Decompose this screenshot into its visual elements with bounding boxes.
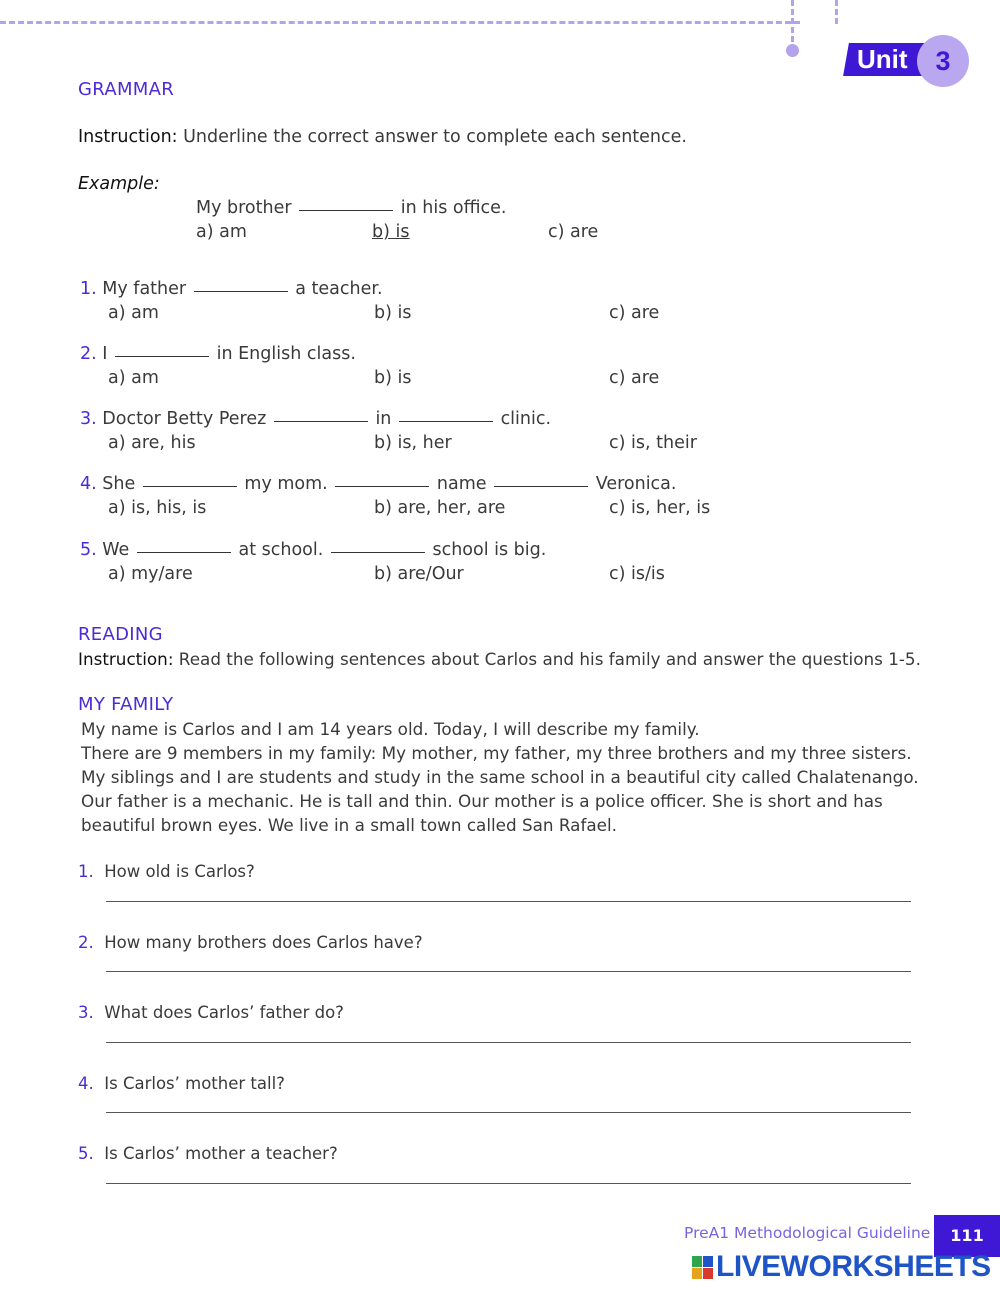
item-2-option-b[interactable]: b) is	[374, 368, 412, 388]
item-text: name	[436, 474, 487, 494]
example-text-before: My brother	[196, 198, 292, 218]
story-line: My siblings and I are students and study in the same school in a beautiful city called Chalatenango.	[81, 767, 919, 787]
item-4-option-c[interactable]: c) is, her, is	[609, 498, 711, 518]
example-option-a: a) am	[196, 222, 247, 242]
dashed-connector	[791, 0, 794, 42]
answer-blank	[299, 210, 393, 211]
item-text: in English class.	[216, 344, 356, 364]
answer-blank[interactable]	[137, 552, 231, 553]
item-1-option-a[interactable]: a) am	[108, 303, 159, 323]
story-title: MY FAMILY	[78, 694, 174, 715]
question-4	[78, 1072, 285, 1096]
item-text: Veronica.	[595, 474, 677, 494]
grammar-item-1	[80, 277, 383, 301]
story-line: There are 9 members in my family: My mother, my father, my three brothers and my three sisters.	[81, 743, 912, 763]
example-option-b-underlined: b) is	[372, 222, 410, 242]
item-text: in	[375, 409, 392, 429]
item-3-option-c[interactable]: c) is, their	[609, 433, 697, 453]
question-text: How many brothers does Carlos have?	[104, 933, 423, 952]
answer-line-4[interactable]	[106, 1112, 911, 1113]
dashed-connector-right	[835, 0, 838, 24]
question-3	[78, 1001, 344, 1025]
reading-instruction	[78, 647, 921, 671]
answer-line-3[interactable]	[106, 1042, 911, 1043]
reading-heading: READING	[78, 624, 163, 645]
question-text: Is Carlos’ mother a teacher?	[104, 1144, 338, 1163]
guide-title: PreA1 Methodological Guideline	[684, 1224, 931, 1242]
item-text: I	[102, 344, 108, 364]
answer-blank[interactable]	[335, 486, 429, 487]
question-2	[78, 931, 423, 955]
item-number: 4.	[80, 474, 97, 494]
answer-blank[interactable]	[194, 291, 288, 292]
story-line: beautiful brown eyes. We live in a small town called San Rafael.	[81, 815, 617, 835]
instruction-label: Instruction:	[78, 127, 178, 147]
answer-line-5[interactable]	[106, 1183, 911, 1184]
question-text: How old is Carlos?	[104, 862, 255, 881]
unit-label: Unit	[857, 44, 908, 74]
example-sentence	[196, 196, 506, 220]
item-text: She	[102, 474, 136, 494]
item-2-option-a[interactable]: a) am	[108, 368, 159, 388]
unit-number-badge: 3	[917, 35, 969, 87]
item-1-option-b[interactable]: b) is	[374, 303, 412, 323]
connector-dot	[786, 44, 799, 57]
story-line: Our father is a mechanic. He is tall and thin. Our mother is a police officer. She is short and has	[81, 791, 883, 811]
answer-blank[interactable]	[331, 552, 425, 553]
grammar-item-3	[80, 407, 551, 431]
question-text: What does Carlos’ father do?	[104, 1003, 344, 1022]
example-option-c: c) are	[548, 222, 599, 242]
grammar-item-5	[80, 538, 546, 562]
item-text: We	[102, 540, 130, 560]
item-text: school is big.	[432, 540, 547, 560]
question-number: 2.	[78, 933, 94, 952]
question-number: 4.	[78, 1074, 94, 1093]
answer-blank[interactable]	[115, 356, 209, 357]
item-text: My father	[102, 279, 187, 299]
answer-blank[interactable]	[494, 486, 588, 487]
item-5-option-a[interactable]: a) my/are	[108, 564, 193, 584]
item-text: a teacher.	[295, 279, 383, 299]
answer-blank[interactable]	[274, 421, 368, 422]
grammar-item-2	[80, 342, 356, 366]
instruction-label: Instruction:	[78, 649, 174, 669]
grammar-heading: GRAMMAR	[78, 79, 175, 100]
item-5-option-b[interactable]: b) are/Our	[374, 564, 464, 584]
item-number: 3.	[80, 409, 97, 429]
liveworksheets-logo-icon	[692, 1256, 714, 1280]
item-text: clinic.	[500, 409, 552, 429]
answer-blank[interactable]	[399, 421, 493, 422]
question-number: 5.	[78, 1144, 94, 1163]
instruction-text: Underline the correct answer to complete each sentence.	[177, 127, 687, 147]
item-1-option-c[interactable]: c) are	[609, 303, 660, 323]
question-number: 3.	[78, 1003, 94, 1022]
top-dashed-border	[0, 21, 800, 24]
item-3-option-b[interactable]: b) is, her	[374, 433, 452, 453]
answer-line-2[interactable]	[106, 971, 911, 972]
example-label: Example:	[78, 174, 160, 194]
question-5	[78, 1142, 338, 1166]
instruction-text: Read the following sentences about Carlos and his family and answer the questions 1-5.	[173, 649, 921, 669]
question-1	[78, 860, 255, 884]
liveworksheets-brand[interactable]: LIVEWORKSHEETS	[716, 1250, 991, 1283]
item-4-option-a[interactable]: a) is, his, is	[108, 498, 207, 518]
story-line: My name is Carlos and I am 14 years old. Today, I will describe my family.	[81, 719, 700, 739]
story-paragraph	[81, 717, 931, 837]
item-text: at school.	[238, 540, 324, 560]
answer-blank[interactable]	[143, 486, 237, 487]
grammar-instruction	[78, 125, 687, 149]
example-text-after: in his office.	[400, 198, 507, 218]
item-text: my mom.	[244, 474, 328, 494]
answer-line-1[interactable]	[106, 901, 911, 902]
item-number: 2.	[80, 344, 97, 364]
item-text: Doctor Betty Perez	[102, 409, 272, 429]
item-number: 1.	[80, 279, 97, 299]
item-4-option-b[interactable]: b) are, her, are	[374, 498, 506, 518]
item-number: 5.	[80, 540, 97, 560]
page-number: 111	[934, 1215, 1000, 1257]
grammar-item-4	[80, 472, 676, 496]
item-2-option-c[interactable]: c) are	[609, 368, 660, 388]
item-5-option-c[interactable]: c) is/is	[609, 564, 665, 584]
item-3-option-a[interactable]: a) are, his	[108, 433, 196, 453]
question-number: 1.	[78, 862, 94, 881]
question-text: Is Carlos’ mother tall?	[104, 1074, 285, 1093]
